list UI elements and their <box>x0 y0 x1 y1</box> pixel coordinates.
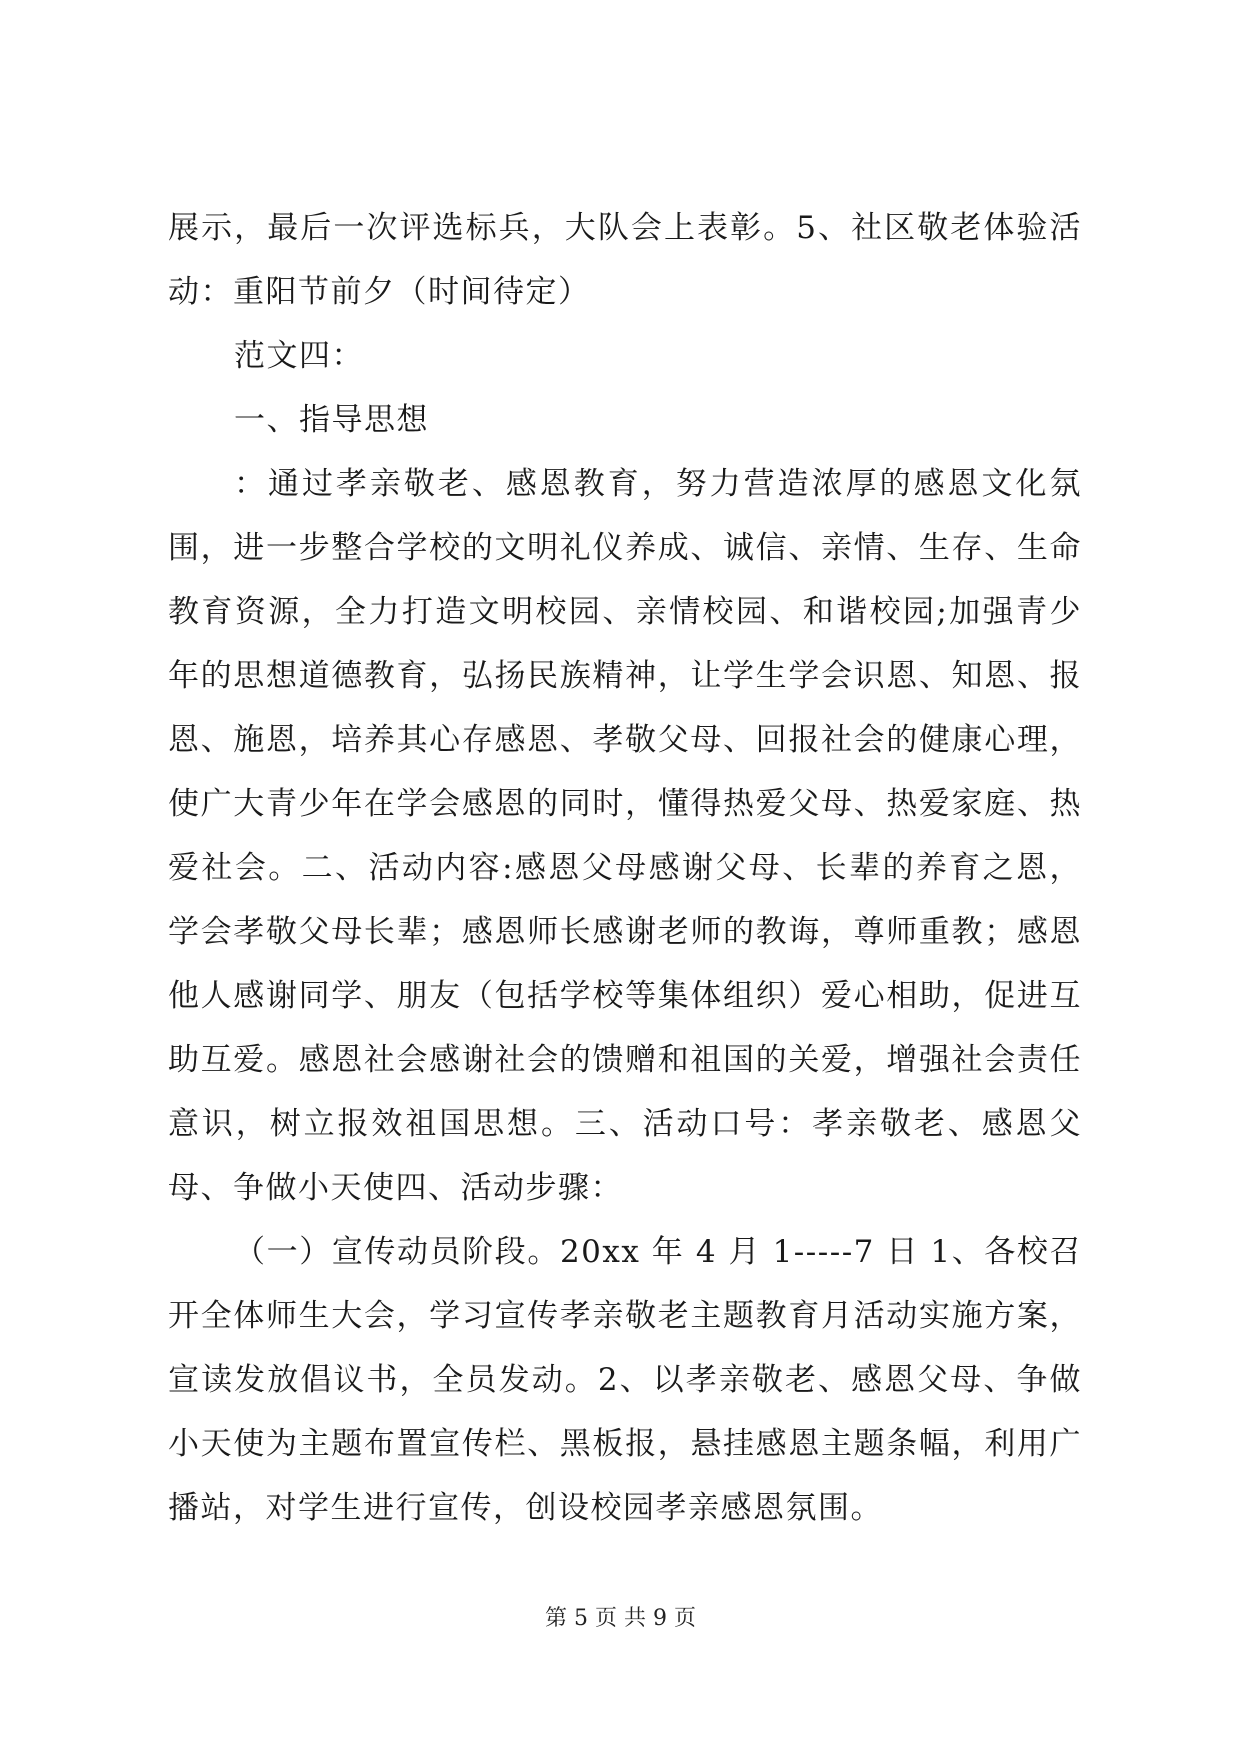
paragraph-section-heading: 一、指导思想 <box>234 402 429 438</box>
paragraph-heading-fanwen-four: 范文四： <box>234 338 364 374</box>
paragraph-guiding-thought: ：通过孝亲敬老、感恩教育，努力营造浓厚的感恩文化氛围，进一步整合学校的文明礼仪养成、诚信、亲情、生存、生命教育资源，全力打造文明校园、亲情校园、和谐校园;加强青少年的思想道德教育，弘扬民族精神，让学生学会识恩、知恩、报恩、施恩，培养其心存感恩、孝敬父母、回报社会的健康心理，使广大青少年在学会感恩的同时，懂得热爱父母、热爱家庭、热爱社会。二、活动内容:感恩父母感谢父母、长辈的养育之恩，学会孝敬父母长辈；感恩师长感谢老师的教诲，尊师重教；感恩他人感谢同学、朋友（包括学校等集体组织）爱心相助，促进互助互爱。感恩社会感谢社会的馈赠和祖国的关爱，增强社会责任意识，树立报效祖国思想。三、活动口号：孝亲敬老、感恩父母、争做小天使四、活动步骤： <box>168 466 1082 1206</box>
paragraph-intro: 展示，最后一次评选标兵，大队会上表彰。5、社区敬老体验活动：重阳节前夕（时间待定） <box>168 210 1082 310</box>
body-text <box>168 196 1082 1540</box>
paragraph-publicity-stage: （一）宣传动员阶段。20xx 年 4 月 1-----7 日 1、各校召开全体师生大会，学习宣传孝亲敬老主题教育月活动实施方案，宣读发放倡议书，全员发动。2、以孝亲敬老、感恩父母、争做小天使为主题布置宣传栏、黑板报，悬挂感恩主题条幅，利用广播站，对学生进行宣传，创设校园孝亲感恩氛围。 <box>168 1234 1082 1526</box>
page-footer: 第 5 页 共 9 页 <box>545 1606 696 1631</box>
